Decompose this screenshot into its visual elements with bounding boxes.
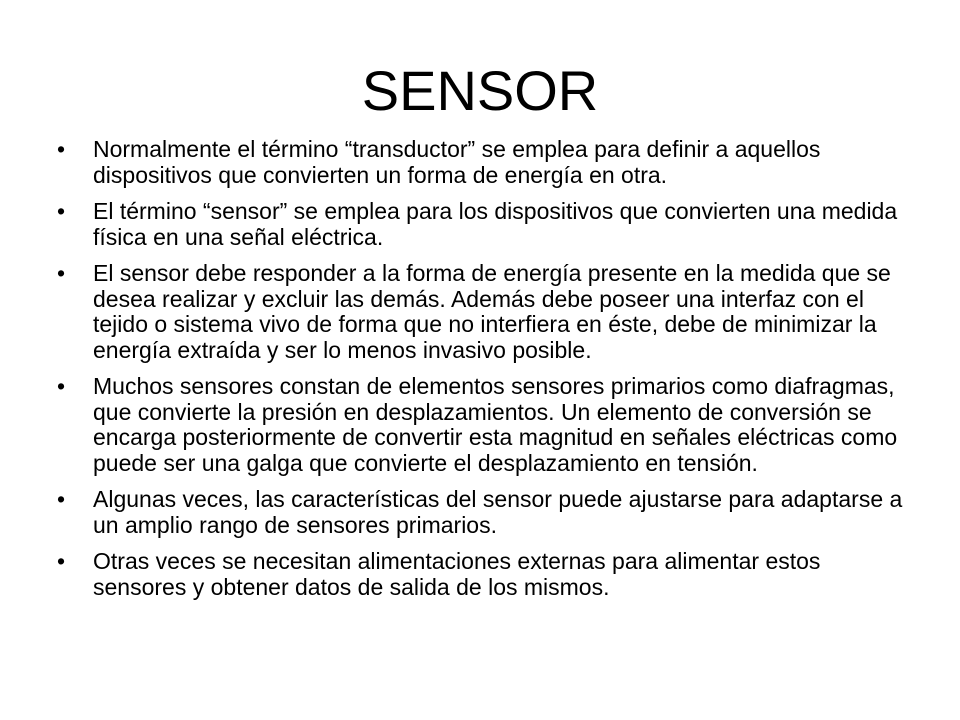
bullet-text: El sensor debe responder a la forma de energía presente en la medida que se desea realizar y excluir las demás. Además debe poseer una interfaz con el tejido o sistema vivo de forma que no interfiera en éste, debe de minimizar la energía extraída y ser lo menos invasivo posible. [93,260,891,363]
bullet-icon: • [57,136,66,162]
bullet-item [55,549,915,600]
bullet-text: Algunas veces, las características del sensor puede ajustarse para adaptarse a un amplio rango de sensores primarios. [93,486,903,538]
bullet-icon: • [57,198,66,224]
bullet-list [55,137,915,611]
bullet-item [55,487,915,538]
bullet-text: Muchos sensores constan de elementos sensores primarios como diafragmas, que convierte la presión en desplazamientos. Un elemento de conversión se encarga posteriormente de convertir esta magnitud en señales eléctricas como puede ser una galga que convierte el desplazamiento en tensión. [93,373,898,476]
bullet-text: Otras veces se necesitan alimentaciones externas para alimentar estos sensores y obtener datos de salida de los mismos. [93,548,821,600]
bullet-text: El término “sensor” se emplea para los dispositivos que convierten una medida física en una señal eléctrica. [93,198,898,250]
bullet-icon: • [57,486,66,512]
bullet-icon: • [57,260,66,286]
bullet-item [55,199,915,250]
bullet-text: Normalmente el término “transductor” se emplea para definir a aquellos dispositivos que convierten un forma de energía en otra. [93,136,821,188]
bullet-item [55,374,915,476]
slide-title: SENSOR [361,59,599,122]
bullet-item [55,137,915,188]
bullet-icon: • [57,548,66,574]
bullet-icon: • [57,373,66,399]
bullet-item [55,261,915,363]
